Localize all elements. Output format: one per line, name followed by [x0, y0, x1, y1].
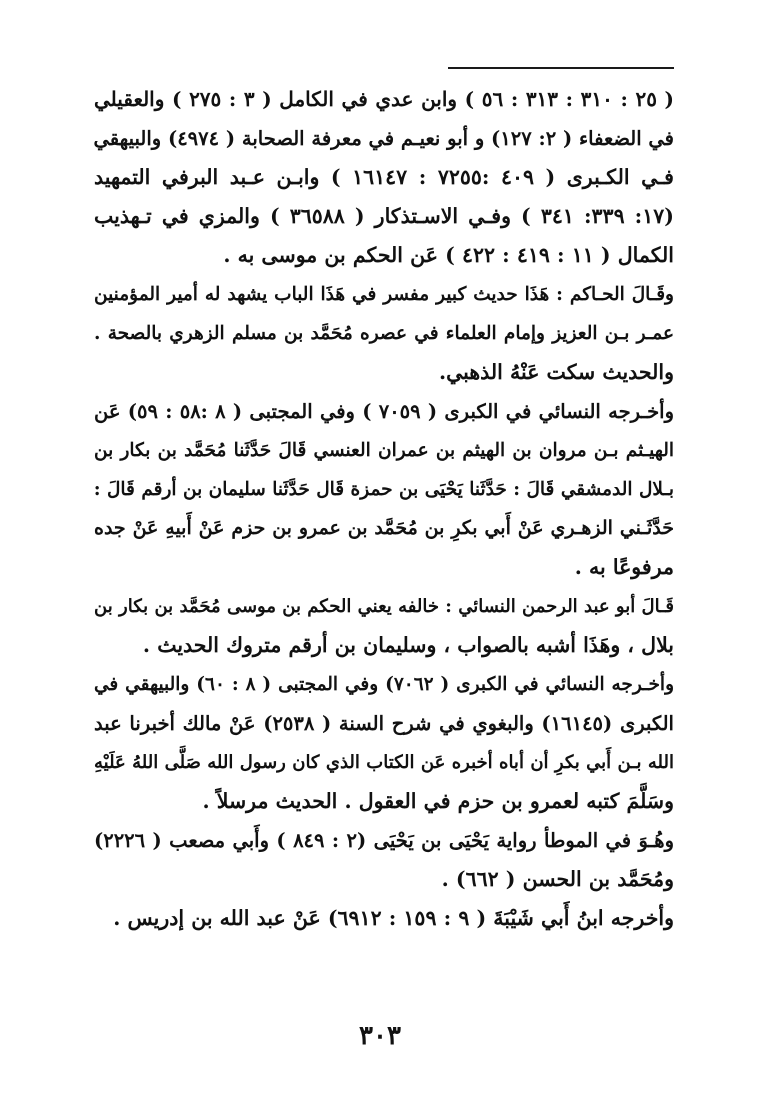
main-text	[94, 80, 674, 938]
page-number: ٣٠٣	[359, 1021, 401, 1051]
text-line: الله بـن أَبي بكرِ أن أباه أخبره عَن الكتاب الذي كان رسول الله صَلَّى اللهُ عَلَيْهِ	[94, 752, 674, 773]
text-line: وقَـالَ الحـاكم : هَذَا حديث كبير مفسر في هَذَا الباب يشهد له أمير المؤمنين	[94, 284, 674, 305]
text-line: بـلال الدمشقي قَالَ : حَدَّثَنا يَحْيَى بن حمزة قَال حَدَّثَنا سليمان بن أرقم قَالَ :	[94, 479, 674, 500]
paragraph-muwatta	[94, 821, 674, 899]
text-line: ومُحَمَّد بن الحسن ( ٦٦٢) .	[441, 867, 674, 891]
paragraph-abu-abd-al-rahman	[94, 587, 674, 665]
paragraph-ibn-abi-shayba	[94, 899, 674, 938]
text-line: في الضعفاء ( ٢: ١٢٧) و أبو نعيـم في معرفة الصحابة ( ٤٩٧٤) والبيهقي	[94, 127, 674, 150]
text-line: والحديث سكت عَنْهُ الذهبي.	[438, 360, 674, 384]
top-rule	[448, 67, 674, 69]
text-line: حَدَّثَـني الزهـري عَنْ أَبي بكرِ بن مُحَمَّد بن عمرو بن حزم عَنْ أَبيهِ عَنْ جده	[94, 517, 674, 539]
text-line: قَـالَ أبو عبد الرحمن النسائي : خالفه يعني الحكم بن موسى مُحَمَّد بن بكار بن	[94, 596, 674, 617]
text-line: وهُـوَ في الموطأ رواية يَحْيَى بن يَحْيَى (٢ : ٨٤٩ ) وأَبي مصعب ( ٢٢٢٦)	[94, 829, 674, 852]
text-line: الكمال ( ١١ : ٤١٩ : ٤٢٢ ) عَن الحكم بن موسى به .	[223, 243, 674, 267]
text-line: بلال ، وهَذَا أشبه بالصواب ، وسليمان بن أرقم متروك الحديث .	[142, 633, 674, 657]
text-line: مرفوعًا به .	[574, 555, 674, 579]
paragraph-nasai-1	[94, 392, 674, 587]
text-line: الكبرى (١٦١٤٥) والبغوي في شرح السنة ( ٢٥٣٨) عَنْ مالك أخبرنا عبد	[94, 712, 674, 735]
text-line: الهيـثم بـن مروان بن الهيثم بن عمران العنسي قَالَ حَدَّثَنا مُحَمَّد بن بكار بن	[94, 440, 674, 461]
text-line: ( ٢٥ : ٣١٠ : ٣١٣ : ٥٦ ) وابن عدي في الكامل ( ٣ : ٢٧٥ ) والعقيلي	[94, 87, 674, 111]
text-line: وأخرجه ابنُ أَبي شَيْبَةَ ( ٩ : ١٥٩ : ٦٩١٢) عَنْ عبد الله بن إدريس .	[113, 906, 674, 930]
text-line: وأخـرجه النسائي في الكبرى ( ٧٠٦٢) وفي المجتبى ( ٨ : ٦٠) والبيهقي في	[94, 674, 674, 695]
paragraph-hakim	[94, 275, 674, 392]
text-line: وسَلَّمَ كتبه لعمرو بن حزم في العقول . الحديث مرسلاً .	[202, 789, 674, 813]
paragraph-takhrij-1	[94, 80, 674, 275]
text-line: فـي الكـبرى ( ٤٠٩ :٧٢٥٥ : ١٦١٤٧ ) وابـن عـبد البرفي التمهيد	[94, 165, 674, 189]
text-line: (١٧: ٣٣٩: ٣٤١ ) وفـي الاسـتذكار ( ٣٦٥٨٨ ) والمزي في تـهذيب	[94, 204, 674, 228]
text-line: وأخـرجه النسائي في الكبرى ( ٧٠٥٩ ) وفي المجتبى ( ٨ :٥٨ : ٥٩) عَن	[94, 400, 674, 423]
paragraph-nasai-2	[94, 665, 674, 821]
text-line: عمـر بـن العزيز وإمام العلماء في عصره مُحَمَّد بن مسلم الزهري بالصحة .	[94, 323, 674, 344]
